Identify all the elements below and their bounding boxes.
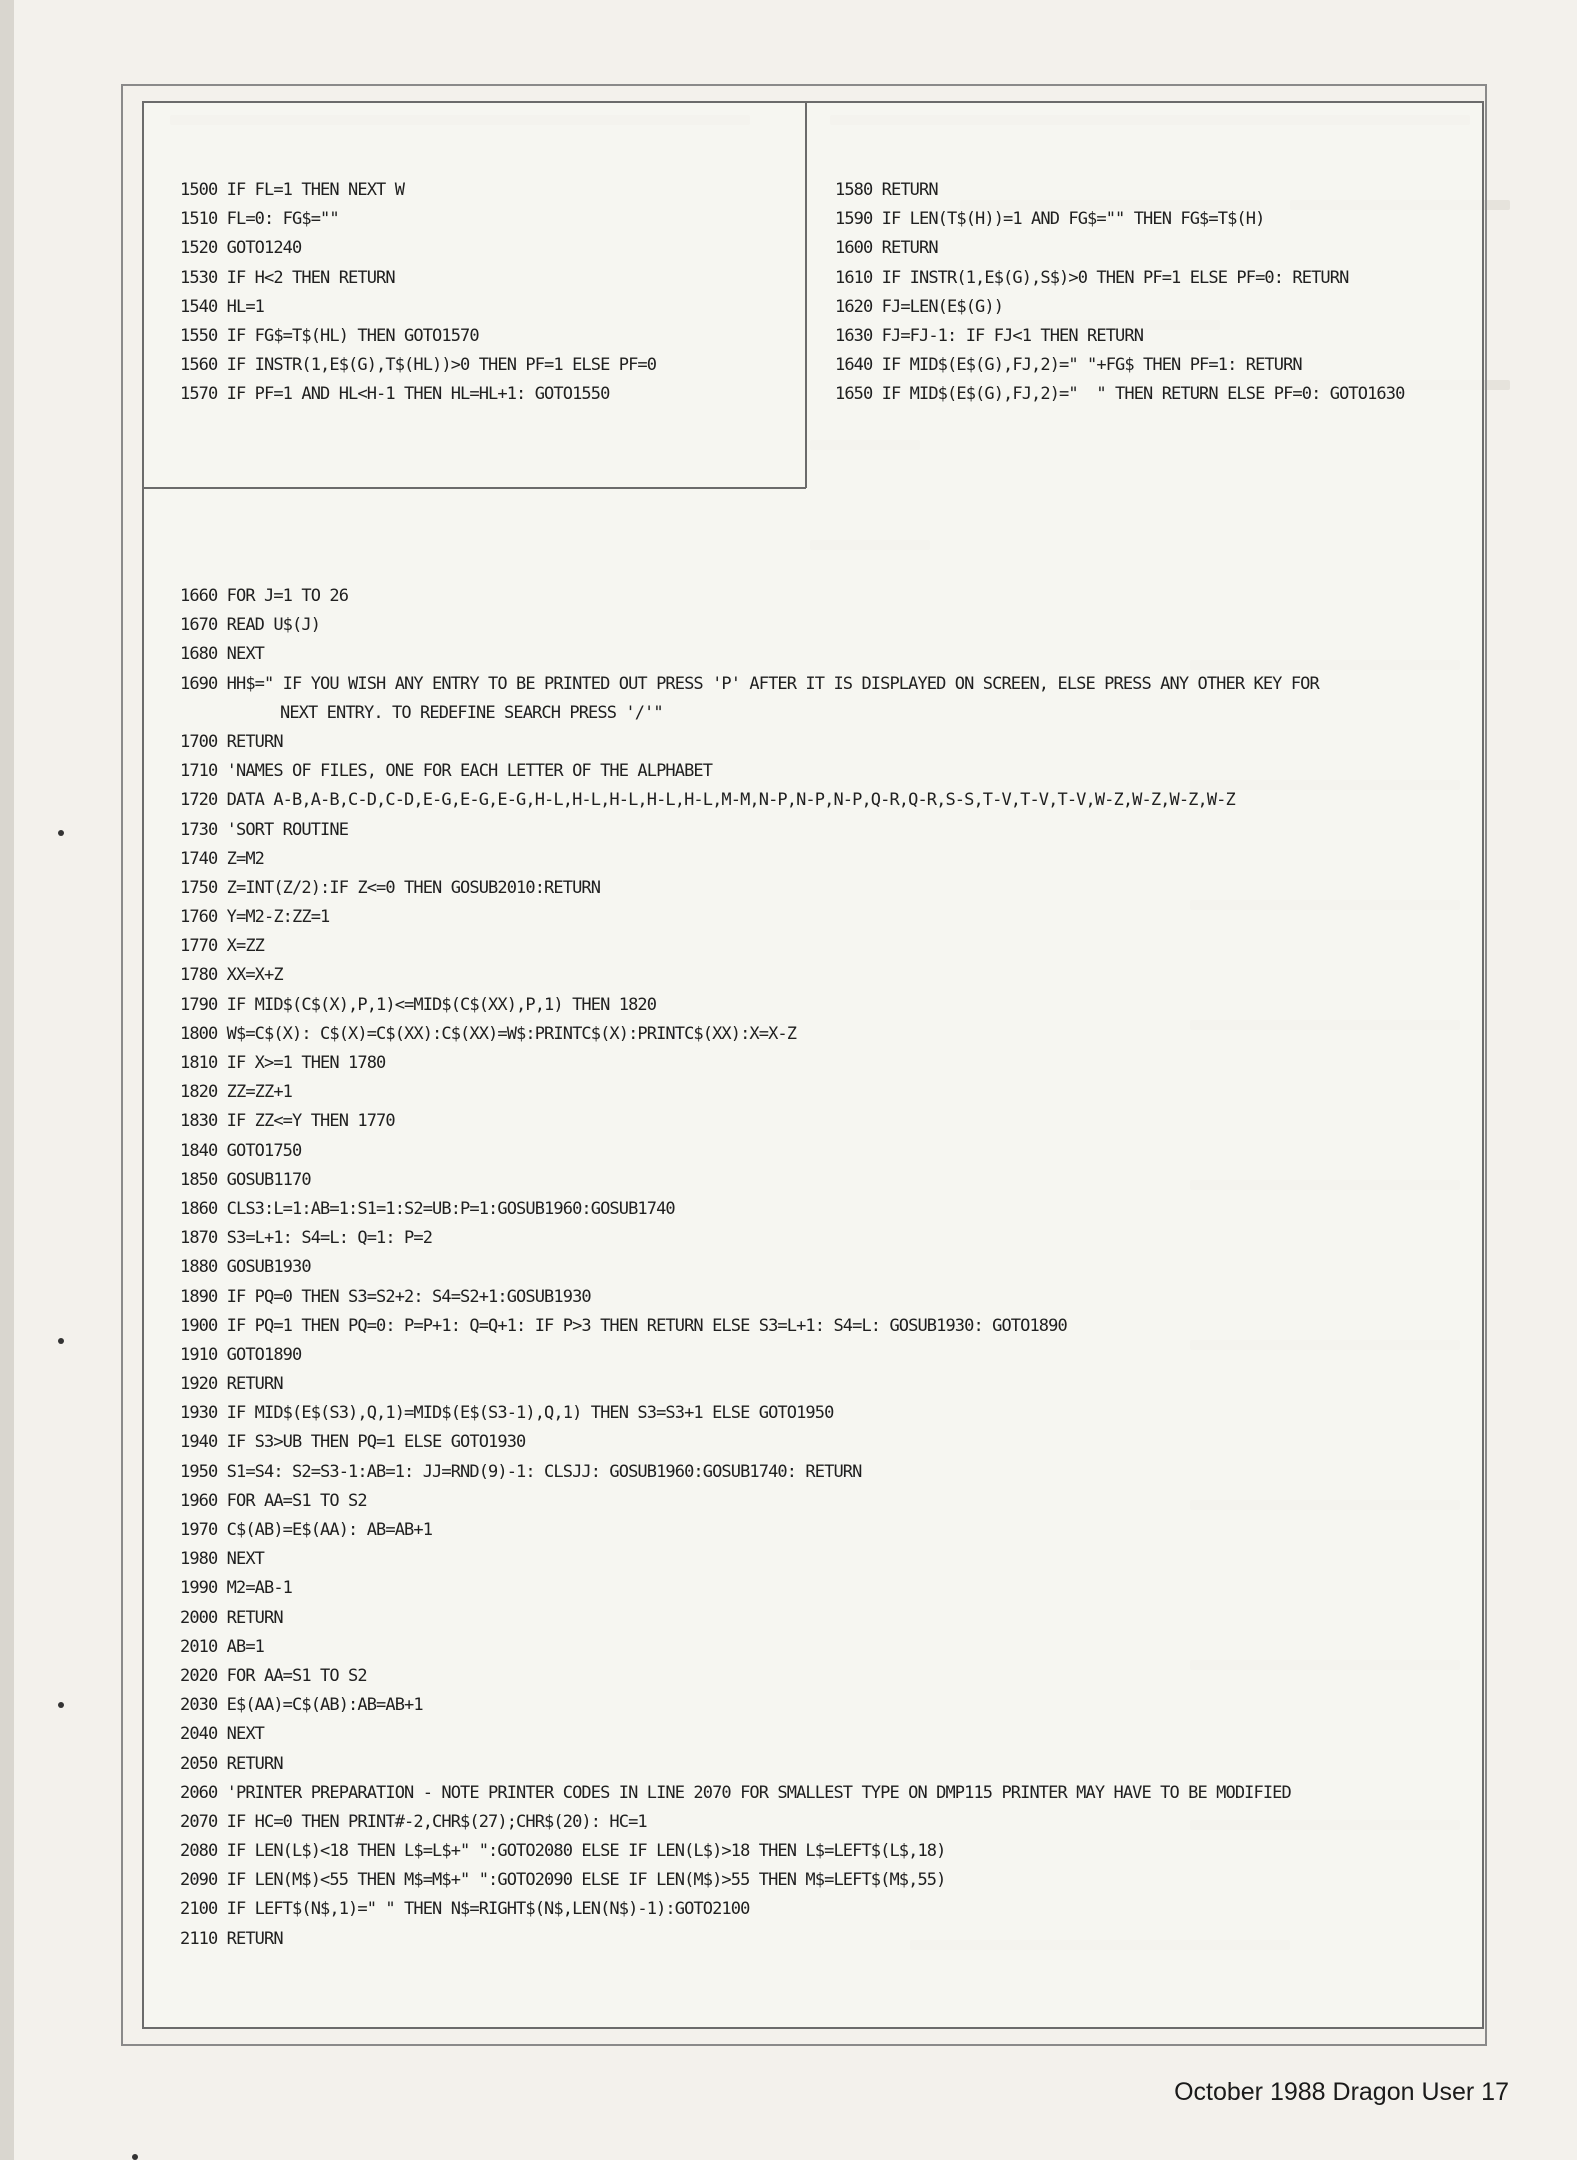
code-line: 1500 IF FL=1 THEN NEXT W — [180, 180, 405, 200]
code-line: 1540 HL=1 — [180, 296, 265, 317]
page-footer: October 1988 Dragon User 17 — [1174, 2078, 1509, 2106]
code-line: 1920 RETURN — [180, 1374, 283, 1395]
code-line: 2000 RETURN — [180, 1607, 283, 1628]
code-line: 1950 S1=S4: S2=S3-1:AB=1: JJ=RND(9)-1: CLSJJ: GOSUB1960:GOSUB1740: RETURN — [180, 1461, 862, 1482]
code-line: 1940 IF S3>UB THEN PQ=1 ELSE GOTO1930 — [180, 1432, 526, 1453]
code-line: 1630 FJ=FJ-1: IF FJ<1 THEN RETURN — [835, 325, 1144, 346]
column-divider — [805, 101, 807, 488]
code-line: 1660 FOR J=1 TO 26 — [180, 586, 349, 606]
code-line: 1880 GOSUB1930 — [180, 1257, 311, 1278]
code-line: 1930 IF MID$(E$(S3),Q,1)=MID$(E$(S3-1),Q,1) THEN S3=S3+1 ELSE GOTO1950 — [180, 1403, 834, 1424]
code-line: 2020 FOR AA=S1 TO S2 — [180, 1665, 367, 1686]
code-line: 2050 RETURN — [180, 1753, 283, 1774]
code-line: 1620 FJ=LEN(E$(G)) — [835, 296, 1004, 317]
code-line: 1960 FOR AA=S1 TO S2 — [180, 1490, 367, 1511]
code-line: 1970 C$(AB)=E$(AA): AB=AB+1 — [180, 1520, 433, 1541]
code-line: 1850 GOSUB1170 — [180, 1169, 311, 1190]
code-listing-left-top — [180, 176, 656, 410]
code-line: 1840 GOTO1750 — [180, 1140, 302, 1161]
code-listing-main — [180, 582, 1360, 1954]
code-line: 2110 RETURN — [180, 1928, 283, 1949]
code-line: 2060 'PRINTER PREPARATION - NOTE PRINTER CODES IN LINE 2070 FOR SMALLEST TYPE ON DMP115 PRINTER MAY HAVE TO BE MODIFIED — [180, 1782, 1291, 1803]
code-line: 1910 GOTO1890 — [180, 1344, 302, 1365]
code-line: 1890 IF PQ=0 THEN S3=S2+2: S4=S2+1:GOSUB1930 — [180, 1286, 591, 1307]
code-line: 1730 'SORT ROUTINE — [180, 819, 349, 840]
code-line: 2100 IF LEFT$(N$,1)=" " THEN N$=RIGHT$(N$,LEN(N$)-1):GOTO2100 — [180, 1899, 750, 1920]
code-line: 1510 FL=0: FG$="" — [180, 209, 339, 230]
code-line: 1750 Z=INT(Z/2):IF Z<=0 THEN GOSUB2010:RETURN — [180, 877, 601, 898]
code-line: 2090 IF LEN(M$)<55 THEN M$=M$+" ":GOTO2090 ELSE IF LEN(M$)>55 THEN M$=LEFT$(M$,55) — [180, 1870, 946, 1891]
code-line: 2010 AB=1 — [180, 1636, 265, 1657]
code-line: 1800 W$=C$(X): C$(X)=C$(XX):C$(XX)=W$:PRINTC$(X):PRINTC$(XX):X=X-Z — [180, 1023, 797, 1044]
code-line: 1820 ZZ=ZZ+1 — [180, 1082, 293, 1103]
page-edge — [0, 0, 14, 2160]
margin-dot — [58, 830, 64, 836]
code-line: 2040 NEXT — [180, 1724, 265, 1745]
code-line: 1780 XX=X+Z — [180, 965, 283, 986]
code-line: 1770 X=ZZ — [180, 936, 265, 957]
code-line: 1760 Y=M2-Z:ZZ=1 — [180, 907, 330, 928]
code-line: 1680 NEXT — [180, 644, 265, 665]
code-line: 1520 GOTO1240 — [180, 238, 302, 259]
code-line: 1720 DATA A-B,A-B,C-D,C-D,E-G,E-G,E-G,H-L,H-L,H-L,H-L,H-L,M-M,N-P,N-P,N-P,Q-R,Q-R,S-S,T-V,T-V,T-V,W-Z,W-Z,W-Z,W-Z — [180, 790, 1235, 811]
code-line: 1640 IF MID$(E$(G),FJ,2)=" "+FG$ THEN PF=1: RETURN — [835, 355, 1302, 376]
code-line: 1610 IF INSTR(1,E$(G),S$)>0 THEN PF=1 ELSE PF=0: RETURN — [835, 267, 1349, 288]
code-line: 1830 IF ZZ<=Y THEN 1770 — [180, 1111, 395, 1132]
margin-dot — [58, 1702, 64, 1708]
margin-dot — [132, 2154, 138, 2160]
code-line: 1710 'NAMES OF FILES, ONE FOR EACH LETTER OF THE ALPHABET — [180, 761, 713, 782]
code-line: 2070 IF HC=0 THEN PRINT#-2,CHR$(27);CHR$(20): HC=1 — [180, 1811, 647, 1832]
code-line: 1860 CLS3:L=1:AB=1:S1=1:S2=UB:P=1:GOSUB1960:GOSUB1740 — [180, 1198, 675, 1219]
code-line: 2030 E$(AA)=C$(AB):AB=AB+1 — [180, 1695, 423, 1716]
code-line: 1590 IF LEN(T$(H))=1 AND FG$="" THEN FG$=T$(H) — [835, 209, 1265, 230]
code-line: 1740 Z=M2 — [180, 848, 265, 869]
code-line: 1600 RETURN — [835, 238, 938, 259]
section-divider — [142, 487, 806, 489]
code-line: 1790 IF MID$(C$(X),P,1)<=MID$(C$(XX),P,1) THEN 1820 — [180, 994, 657, 1015]
code-line: 1810 IF X>=1 THEN 1780 — [180, 1053, 386, 1074]
code-line: 1550 IF FG$=T$(HL) THEN GOTO1570 — [180, 325, 479, 346]
code-line: 1580 RETURN — [835, 180, 938, 200]
code-line: 1990 M2=AB-1 — [180, 1578, 293, 1599]
code-line: 1670 READ U$(J) — [180, 615, 321, 636]
code-line: 1560 IF INSTR(1,E$(G),T$(HL))>0 THEN PF=1 ELSE PF=0 — [180, 355, 657, 376]
margin-dot — [58, 1338, 64, 1344]
code-line: 1870 S3=L+1: S4=L: Q=1: P=2 — [180, 1228, 433, 1249]
code-line: 1570 IF PF=1 AND HL<H-1 THEN HL=HL+1: GOTO1550 — [180, 384, 610, 405]
code-line: 1700 RETURN — [180, 731, 283, 752]
code-line: 2080 IF LEN(L$)<18 THEN L$=L$+" ":GOTO2080 ELSE IF LEN(L$)>18 THEN L$=LEFT$(L$,18) — [180, 1841, 946, 1862]
code-line: 1650 IF MID$(E$(G),FJ,2)=" " THEN RETURN ELSE PF=0: GOTO1630 — [835, 384, 1405, 405]
code-line: 1530 IF H<2 THEN RETURN — [180, 267, 395, 288]
code-line: 1980 NEXT — [180, 1549, 265, 1570]
code-line: 1900 IF PQ=1 THEN PQ=0: P=P+1: Q=Q+1: IF P>3 THEN RETURN ELSE S3=L+1: S4=L: GOSUB1930: GOTO1890 — [180, 1315, 1067, 1336]
code-listing-right-top — [835, 176, 1404, 410]
code-line: 1690 HH$=" IF YOU WISH ANY ENTRY TO BE PRINTED OUT PRESS 'P' AFTER IT IS DISPLAYED ON SCREEN, ELSE PRESS ANY OTHER KEY FOR NEXT ENTRY. TO REDEFINE SEARCH PRESS '/'" — [180, 673, 1319, 723]
